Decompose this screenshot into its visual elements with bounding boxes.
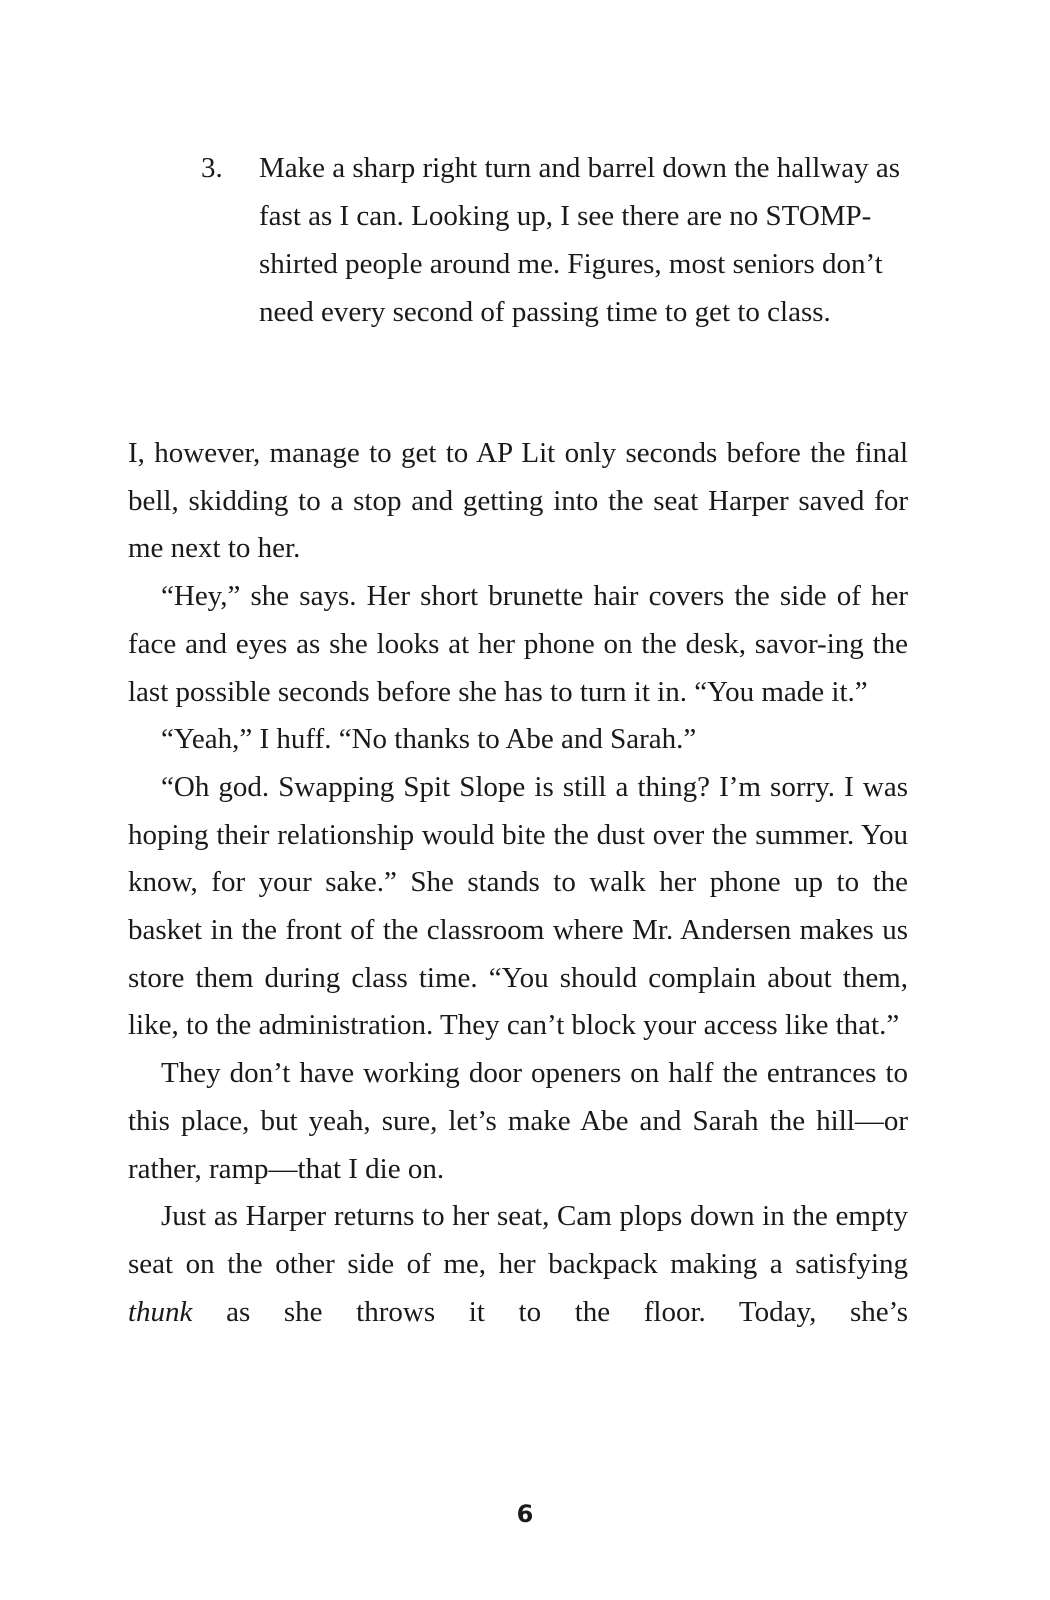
paragraph: I, however, manage to get to AP Lit only seconds before the final bell, skidding to a stop and getting into the seat Harper saved for me next to her.	[128, 437, 908, 565]
list-item-text: Make a sharp right turn and barrel down the hallway as fast as I can. Looking up, I see there are no STOMP-shirted people around me. Figures, most seniors don’t need every second of passing time to get to class.	[259, 152, 901, 328]
paragraph-text: Just as Harper returns to her seat, Cam plops down in the empty seat on the other side of me, her backpack making a satisfying	[128, 1200, 908, 1280]
paragraph-text: as she throws it to the floor. Today, she’s	[192, 1295, 908, 1328]
emphasized-word: thunk	[128, 1295, 193, 1328]
numbered-list-item	[201, 144, 901, 336]
body-text	[128, 430, 908, 1336]
paragraph: They don’t have working door openers on half the entrances to this place, but yeah, sure, let’s make Abe and Sarah the hill—or rather, ramp—that I die on.	[128, 1057, 908, 1185]
list-item-number: 3.	[201, 152, 223, 184]
paragraph: “Oh god. Swapping Spit Slope is still a thing? I’m sorry. I was hoping their relationship would bite the dust over the summer. You know, for your sake.” She stands to walk her phone up to the basket in the front of the classroom where Mr. Andersen makes us store them during class time. “You should complain about them, like, to the administration. They can’t block your access like that.”	[128, 770, 908, 1042]
paragraph: “Yeah,” I huff. “No thanks to Abe and Sarah.”	[161, 723, 697, 756]
paragraph: “Hey,” she says. Her short brunette hair covers the side of her face and eyes as she looks at her phone on the desk, savor-ing the last possible seconds before she has to turn it in. “You made it.”	[128, 580, 908, 708]
page-number: 6	[516, 1500, 534, 1528]
paragraph	[128, 1193, 908, 1336]
